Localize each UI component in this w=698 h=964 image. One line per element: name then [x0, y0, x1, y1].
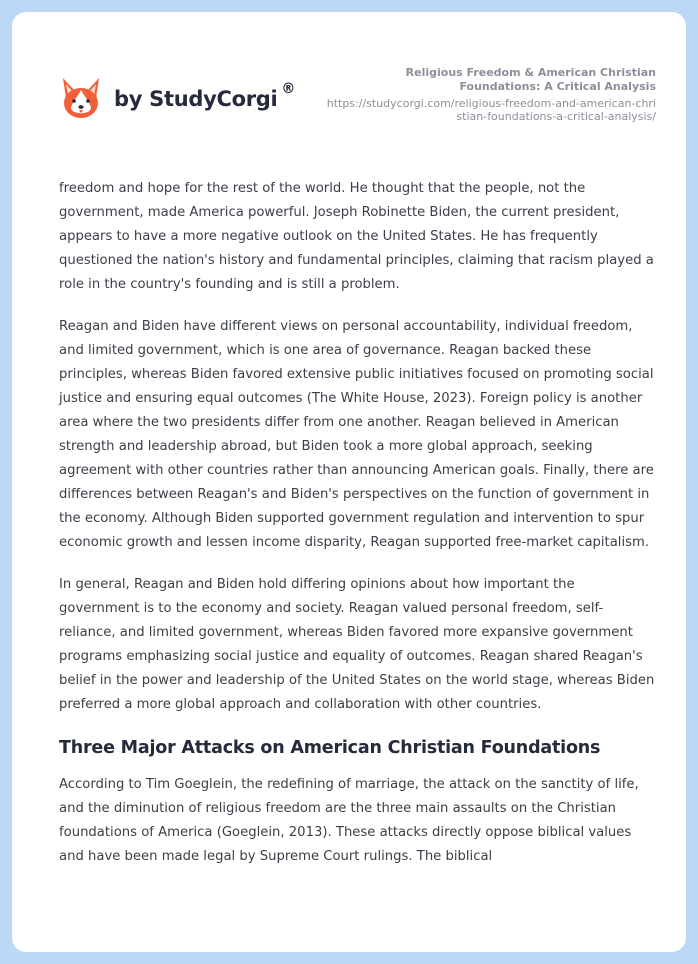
registered-mark: ®	[281, 81, 296, 97]
brand-name: by StudyCorgi	[114, 87, 278, 111]
body-paragraph-2: Reagan and Biden have different views on personal accountability, individual freedom, and limited government, which is one area of governance. Reagan backed these principles, whereas Biden favored extensive public initiatives focused on promoting social justice and ensuring equal outcomes (The White House, 2023). Foreign policy is another area where the two presidents differ from one another. Reagan believed in American strength and leadership abroad, but Biden took a more global approach, seeking agreement with other countries rather than announcing American goals. Finally, there are differences between Reagan's and Biden's perspectives on the function of government in the economy. Although Biden supported government regulation and intervention to spur economic growth and lessen income disparity, Reagan supported free-market capitalism.	[59, 319, 654, 550]
body-paragraph-1: freedom and hope for the rest of the world. He thought that the people, not the government, made America powerful. Joseph Robinette Biden, the current president, appears to have a more negative outlook on the United States. He has frequently questioned the nation's history and fundamental principles, claiming that racism played a role in the country's founding and is still a problem.	[59, 181, 654, 292]
document-body	[59, 177, 659, 887]
studycorgi-logo[interactable]	[60, 76, 295, 120]
body-paragraph-3: In general, Reagan and Biden hold differing opinions about how important the government is to the economy and society. Reagan valued personal freedom, self-reliance, and limited government, whereas Biden favored more expansive government programs emphasizing social justice and equality of outcomes. Reagan shared Reagan's belief in the power and leadership of the United States on the world stage, whereas Biden preferred a more global approach and collaboration with other countries.	[59, 577, 655, 712]
document-title: Religious Freedom & American Christian Foundations: A Critical Analysis	[405, 66, 656, 93]
page-header	[12, 12, 686, 152]
document-url[interactable]: https://studycorgi.com/religious-freedom-and-american-christian-foundations-a-critical-analysis/	[326, 97, 656, 123]
corgi-icon	[60, 76, 102, 120]
document-page	[12, 12, 686, 952]
section-paragraph: According to Tim Goeglein, the redefining of marriage, the attack on the sanctity of life, and the diminution of religious freedom are the three main assaults on the Christian foundations of America (Goeglein, 2013). These attacks directly oppose biblical values and have been made legal by Supreme Court rulings. The biblical	[59, 777, 639, 864]
section-heading: Three Major Attacks on American Christian Foundations	[59, 738, 601, 758]
document-info	[326, 66, 656, 123]
